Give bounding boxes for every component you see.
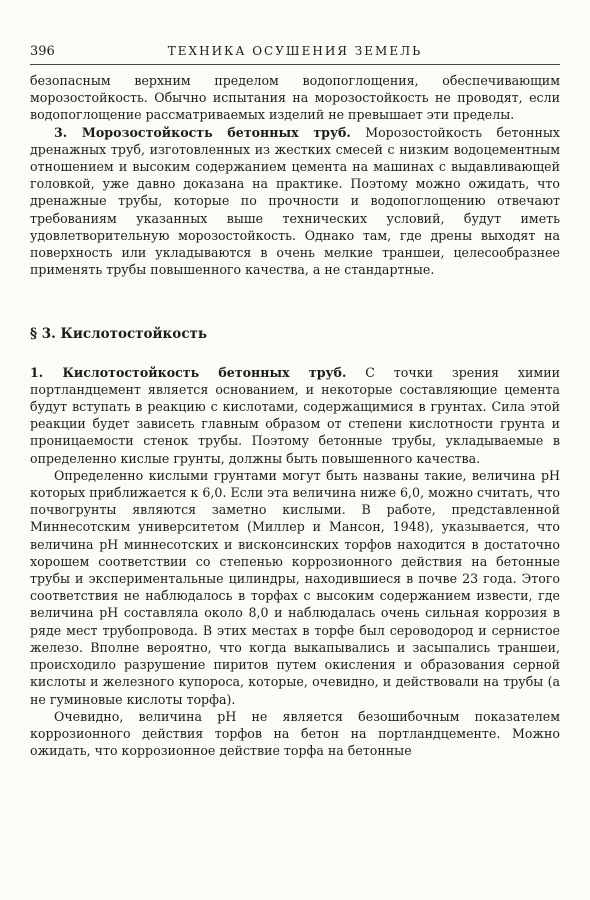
page-body (30, 72, 560, 759)
paragraph-2-lead: 3. Морозостойкость бетонных труб. (54, 124, 351, 140)
paragraph-2-text: Морозостойкость бетонных дренажных труб, изготовленных из жестких смесей с низким водоцементным отношением и высоким содержанием цемента на машинах с выдавливающей головкой, уже давно доказана на практике. Поэтому можно ожидать, что дренажные трубы, которые по прочности и водопоглощению отвечают требованиям указанных выше технических условий, будут иметь удовлетворительную морозостойкость. Однако там, где дрены выходят на поверхность или укладываются в очень мелкие траншеи, целесообразнее применять трубы повышенного качества, а не стандартные. (30, 124, 560, 278)
paragraph-3-lead: 1. Кислотостойкость бетонных труб. (30, 364, 347, 380)
section-title: § 3. Кислотостойкость (30, 326, 208, 343)
section-spacer (30, 278, 560, 326)
running-title: ТЕХНИКА ОСУШЕНИЯ ЗЕМЕЛЬ (167, 44, 423, 58)
paragraph-3 (30, 364, 560, 467)
paragraph-2 (30, 124, 560, 279)
page-number: 396 (30, 44, 55, 59)
paragraph-5: Очевидно, величина pH не является безошибочным показателем коррозионного действия торфов на бетон на портландцементе. Можно ожидать, что коррозионное действие торфа на бетонные (30, 708, 560, 759)
paragraph-1: безопасным верхним пределом водопоглощения, обеспечивающим морозостойкость. Обычно испытания на морозостойкость не проводят, если водопоглощение рассматриваемых изделий не превышает эти пределы. (30, 73, 560, 123)
paragraph-3-text: С точки зрения химии портландцемент является основанием, и некоторые составляющие цемента будут вступать в реакцию с кислотами, содержащимися в грунтах. Сила этой реакции будет зависеть главным образом от степени кислотности грунта и проницаемости стенок трубы. Поэтому бетонные трубы, укладываемые в определенно кислые грунты, должны быть повышенного качества. (30, 364, 560, 466)
paragraph-4: Определенно кислыми грунтами могут быть названы такие, величина pH которых приближается к 6,0. Если эта величина ниже 6,0, можно считать, что почвогрунты являются заметно кислыми. В работе, представленной Миннесотским университетом (Миллер и Мансон, 1948), указывается, что величина pH миннесотских и висконсинских торфов находится в достаточно хорошем соответствии со степенью коррозионного действия на бетонные трубы и экспериментальные цилиндры, находившиеся в почве 23 года. Этого соответствия не наблюдалось в торфах с высоким содержанием извести, где величина pH составляла около 8,0 и наблюдалась очень сильная коррозия в ряде мест трубопровода. В этих местах в торфе был сероводород и сернистое железо. Вполне вероятно, что когда выкапывались и засыпались траншеи, происходило разрушение пиритов путем окисления и образования серной кислоты и железного купороса, которые, очевидно, и действовали на трубы (а не гуминовые кислоты торфа). (30, 467, 560, 707)
page-header (30, 40, 560, 65)
